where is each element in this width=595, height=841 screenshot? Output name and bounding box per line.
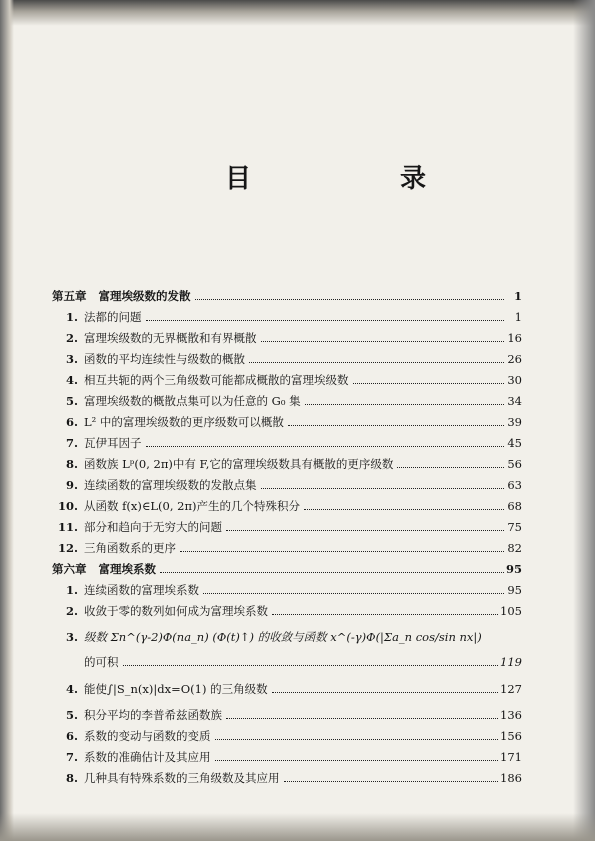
chapter-label: 第六章 [52, 562, 87, 576]
toc-entry[interactable] [58, 308, 522, 324]
chapter-5-row[interactable] [52, 287, 522, 303]
dot-leader [284, 780, 499, 782]
section-title: L² 中的富理埃级数的更序级数可以概散 [84, 415, 284, 429]
page-title: 目 录 [225, 164, 497, 194]
chapter-6-row[interactable] [52, 560, 522, 576]
section-number: 2. [65, 604, 78, 618]
section-number: 2. [65, 331, 78, 345]
section-number: 8. [65, 457, 78, 471]
dot-leader [288, 424, 504, 426]
dot-leader [397, 466, 504, 468]
section-title: 连续函数的富理埃系数 [84, 583, 199, 597]
page-number: 63 [507, 478, 522, 492]
section-title: 系数的变动与函数的变质 [84, 729, 211, 743]
section-title: 富理埃级数的概散点集可以为任意的 G₀ 集 [84, 394, 301, 408]
dot-leader [261, 487, 505, 489]
dot-leader [304, 508, 504, 510]
page-number: 82 [507, 541, 522, 555]
dot-leader [226, 529, 504, 531]
section-number: 4. [65, 373, 78, 387]
section-number: 6. [65, 729, 78, 743]
toc-entry[interactable] [58, 518, 522, 534]
dot-leader [146, 319, 505, 321]
section-number: 5. [65, 394, 78, 408]
page-number: 1 [514, 310, 522, 324]
dot-leader [249, 361, 504, 363]
page-number: 171 [500, 750, 522, 764]
section-title: 级数 Σn^(γ-2)Φ(na_n) (Φ(t)↑) 的收敛与函数 x^(-γ)Φ(|Σa_n cos/sin nx|) [84, 630, 482, 644]
section-title: 部分和趋向于无穷大的问题 [84, 520, 222, 534]
section-title: 的可积 [84, 655, 119, 669]
section-title: 相互共轭的两个三角级数可能都成概散的富理埃级数 [84, 373, 349, 387]
page-number: 34 [507, 394, 522, 408]
dot-leader [261, 340, 505, 342]
section-number: 10. [58, 499, 79, 513]
section-number: 9. [65, 478, 78, 492]
toc-entry[interactable] [58, 329, 522, 345]
section-title: 从函数 f(x)∈L(0, 2π)产生的几个特殊积分 [84, 499, 300, 513]
toc-entry[interactable] [58, 476, 522, 492]
toc-entry[interactable] [58, 769, 522, 785]
dot-leader [272, 691, 498, 693]
section-number: 7. [65, 750, 78, 764]
dot-leader [272, 613, 498, 615]
dot-leader [215, 759, 499, 761]
toc-entry[interactable] [58, 602, 522, 618]
section-number: 8. [65, 771, 78, 785]
toc-entry-formula[interactable] [58, 628, 522, 644]
page-number: 136 [500, 708, 522, 722]
section-title: 几种具有特殊系数的三角级数及其应用 [84, 771, 280, 785]
section-number: 11. [58, 520, 79, 534]
section-title: 瓦伊耳因子 [84, 436, 142, 450]
toc-entry[interactable] [58, 680, 522, 696]
dot-leader [215, 738, 499, 740]
section-number: 1. [65, 310, 78, 324]
section-title: 函数族 Lᵖ(0, 2π)中有 F,它的富理埃级数具有概散的更序级数 [84, 457, 394, 471]
toc-entry[interactable] [58, 371, 522, 387]
section-number: 4. [65, 682, 78, 696]
page-number: 119 [500, 655, 522, 669]
section-title: 三角函数系的更序 [84, 541, 176, 555]
page-number: 75 [507, 520, 522, 534]
section-number: 1. [65, 583, 78, 597]
section-title: 连续函数的富理埃级数的发散点集 [84, 478, 257, 492]
toc-entry[interactable] [58, 497, 522, 513]
page-number: 45 [507, 436, 522, 450]
chapter-title: 富理埃级数的发散 [98, 289, 191, 303]
toc-entry[interactable] [58, 413, 522, 429]
section-title: 法都的问题 [84, 310, 142, 324]
section-title: 系数的准确估计及其应用 [84, 750, 211, 764]
page-number: 16 [507, 331, 522, 345]
page-number: 186 [500, 771, 522, 785]
section-title: 函数的平均连续性与级数的概散 [84, 352, 245, 366]
toc-entry[interactable] [58, 350, 522, 366]
chapter-label: 第五章 [52, 289, 87, 303]
section-title: 能使∫|S_n(x)|dx=O(1) 的三角级数 [84, 682, 268, 696]
section-title: 积分平均的李普希兹函数族 [84, 708, 222, 722]
page-number: 95 [507, 583, 522, 597]
dot-leader [146, 445, 505, 447]
page-number: 95 [505, 562, 522, 576]
section-title: 收敛于零的数列如何成为富理埃系数 [84, 604, 268, 618]
toc-entry[interactable] [58, 748, 522, 764]
dot-leader [123, 664, 499, 666]
section-number: 3. [65, 630, 78, 644]
toc-entry[interactable] [58, 539, 522, 555]
chapter-title: 富理埃系数 [98, 562, 156, 576]
page-number: 127 [500, 682, 522, 696]
page-number: 156 [500, 729, 522, 743]
page-number: 68 [507, 499, 522, 513]
page-number: 1 [513, 289, 522, 303]
dot-leader [226, 717, 498, 719]
toc-entry[interactable] [58, 455, 522, 471]
toc-entry-continuation[interactable] [58, 653, 522, 669]
toc-entry[interactable] [58, 727, 522, 743]
page-number: 105 [500, 604, 522, 618]
dot-leader [353, 382, 505, 384]
page-number: 56 [507, 457, 522, 471]
page-number: 26 [507, 352, 522, 366]
dot-leader [203, 592, 504, 594]
section-number: 7. [65, 436, 78, 450]
section-number: 5. [65, 708, 78, 722]
page-number: 30 [507, 373, 522, 387]
toc-entry[interactable] [58, 434, 522, 450]
section-title: 富理埃级数的无界概散和有界概散 [84, 331, 257, 345]
dot-leader [195, 298, 505, 300]
dot-leader [180, 550, 504, 552]
section-number: 12. [58, 541, 79, 555]
dot-leader [305, 403, 504, 405]
toc-entry[interactable] [58, 392, 522, 408]
toc-entry[interactable] [58, 706, 522, 722]
section-number: 3. [65, 352, 78, 366]
section-number: 6. [65, 415, 78, 429]
dot-leader [160, 571, 504, 573]
page-number: 39 [507, 415, 522, 429]
toc-entry[interactable] [58, 581, 522, 597]
